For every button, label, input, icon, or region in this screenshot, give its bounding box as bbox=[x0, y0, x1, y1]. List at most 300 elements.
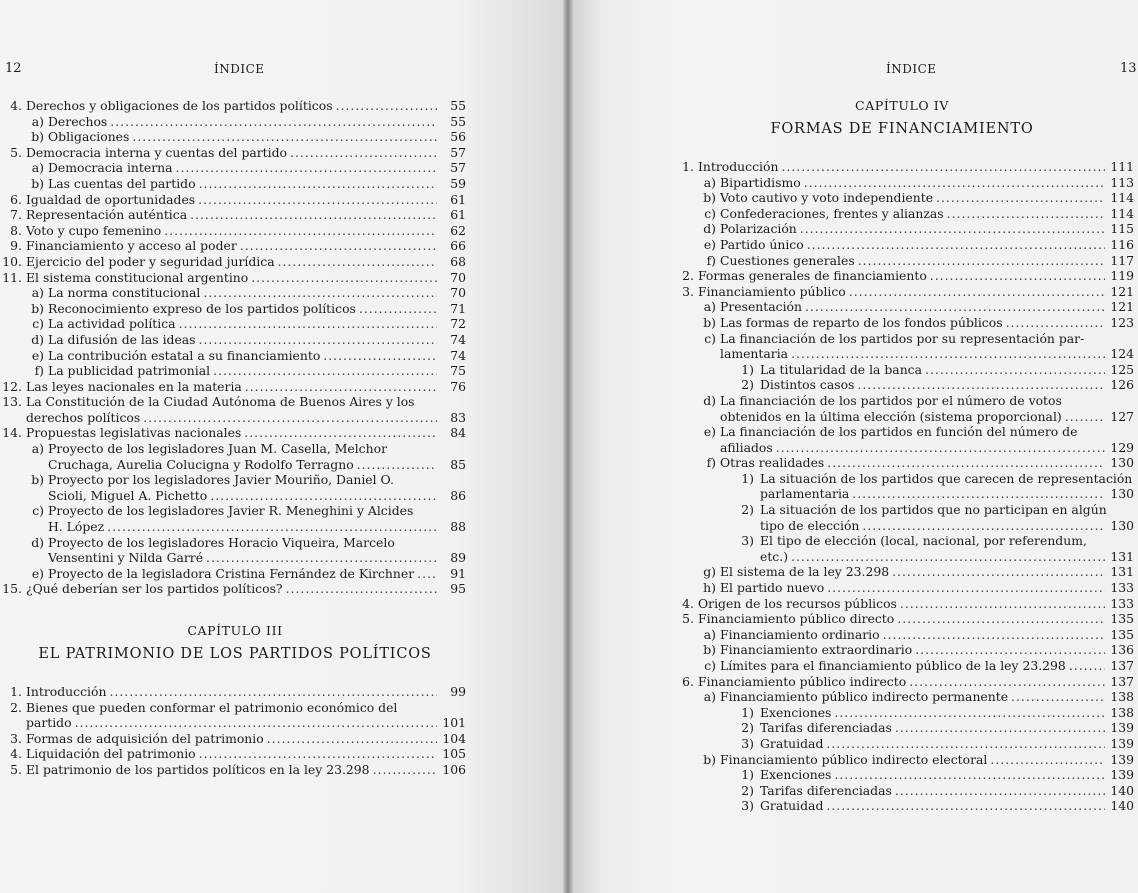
toc-entry-title: La financiación de los partidos por el número de votos bbox=[720, 392, 1062, 408]
toc-entry bbox=[0, 223, 466, 239]
toc-entry-number: b) bbox=[31, 472, 44, 488]
toc-leader-dots bbox=[143, 410, 437, 426]
toc-entry-page: 140 bbox=[1110, 782, 1134, 798]
chapter-heading-right bbox=[672, 98, 1132, 137]
toc-entry-title: Las leyes nacionales en la materia bbox=[26, 378, 242, 394]
toc-leader-dots bbox=[213, 363, 437, 379]
toc-entry-number: 2. bbox=[10, 699, 22, 715]
toc-entry-number: 5. bbox=[10, 761, 22, 777]
toc-leader-dots bbox=[858, 253, 1105, 269]
chapter-title: FORMAS DE FINANCIAMIENTO bbox=[770, 121, 1034, 137]
toc-entry bbox=[672, 720, 1134, 736]
toc-leader-dots bbox=[826, 736, 1105, 752]
toc-entry-title: Bipartidismo bbox=[720, 174, 801, 190]
toc-entry-number: 11. bbox=[2, 269, 22, 285]
toc-entry-title: etc.) bbox=[760, 548, 789, 564]
toc-entry bbox=[672, 658, 1134, 674]
toc-entry-title: La financiación de los partidos por su representación par- bbox=[720, 330, 1085, 346]
toc-entry-page: 139 bbox=[1110, 767, 1134, 783]
toc-entry-page: 106 bbox=[442, 761, 466, 777]
toc-entry-title: Financiamiento y acceso al poder bbox=[26, 238, 237, 254]
toc-leader-dots bbox=[1011, 689, 1105, 705]
toc-entry bbox=[0, 488, 466, 504]
toc-entry-page: 130 bbox=[1110, 455, 1134, 471]
toc-entry-title: Igualdad de oportunidades bbox=[26, 191, 196, 207]
toc-entry bbox=[0, 379, 466, 395]
toc-entry-title: Introducción bbox=[698, 159, 779, 174]
toc-entry-page: 114 bbox=[1110, 190, 1134, 206]
toc-entry-title: Liquidación del patrimonio bbox=[26, 746, 196, 762]
toc-entry-page: 121 bbox=[1110, 283, 1134, 299]
toc-entry bbox=[0, 503, 466, 519]
toc-leader-dots bbox=[807, 237, 1105, 253]
toc-entry-number: a) bbox=[703, 299, 716, 315]
toc-entry bbox=[672, 440, 1134, 456]
toc-leader-dots bbox=[199, 332, 437, 348]
toc-entry-page: 139 bbox=[1110, 720, 1134, 736]
toc-entry-title: La norma constitucional bbox=[48, 285, 201, 301]
toc-entry bbox=[0, 394, 466, 410]
toc-entry bbox=[672, 362, 1134, 378]
toc-entry bbox=[0, 715, 466, 731]
toc-leader-dots bbox=[883, 627, 1105, 643]
toc-entry-number: 1. bbox=[682, 159, 694, 174]
toc-leader-dots bbox=[198, 192, 437, 208]
toc-entry-title: Financiamiento público bbox=[698, 283, 846, 299]
toc-entry-number: 13. bbox=[2, 394, 22, 410]
toc-entry bbox=[672, 752, 1134, 768]
toc-leader-dots bbox=[804, 175, 1105, 191]
toc-entry-page: 139 bbox=[1110, 751, 1134, 767]
toc-entry-title: Proyecto de los legisladores Juan M. Casella, Melchor bbox=[48, 441, 387, 457]
toc-leader-dots bbox=[936, 190, 1105, 206]
toc-entry-title: H. López bbox=[48, 519, 105, 535]
toc-entry-title: El sistema de la ley 23.298 bbox=[720, 564, 890, 580]
toc-entry-number: d) bbox=[703, 392, 716, 408]
toc-entry bbox=[0, 472, 466, 488]
toc-leader-dots bbox=[791, 549, 1105, 565]
toc-entry-page: 95 bbox=[450, 581, 466, 597]
toc-entry-title: Introducción bbox=[26, 684, 107, 699]
toc-entry-number: 5. bbox=[10, 144, 22, 160]
toc-entry bbox=[672, 642, 1134, 658]
toc-leader-dots bbox=[190, 207, 437, 223]
toc-leader-dots bbox=[827, 455, 1105, 471]
toc-leader-dots bbox=[417, 566, 437, 582]
toc-entry bbox=[672, 237, 1134, 253]
toc-entry-number: a) bbox=[703, 689, 716, 705]
toc-entry bbox=[0, 98, 466, 114]
toc-list-left-top bbox=[0, 98, 466, 597]
toc-entry-number: 4. bbox=[10, 746, 22, 762]
toc-entry-title: afiliados bbox=[720, 439, 773, 455]
toc-leader-dots bbox=[164, 223, 437, 239]
toc-leader-dots bbox=[925, 362, 1105, 378]
toc-leader-dots bbox=[251, 270, 437, 286]
toc-entry bbox=[672, 331, 1134, 347]
toc-entry-title: Confederaciones, frentes y alianzas bbox=[720, 205, 944, 221]
toc-entry-number: g) bbox=[703, 564, 716, 580]
toc-leader-dots bbox=[895, 783, 1105, 799]
page-number-right: 13 bbox=[1120, 61, 1137, 76]
toc-entry-page: 61 bbox=[450, 207, 466, 223]
toc-leader-dots bbox=[336, 98, 437, 114]
toc-leader-dots bbox=[990, 752, 1105, 768]
toc-entry-title: Formas generales de financiamiento bbox=[698, 268, 927, 284]
toc-entry-page: 72 bbox=[450, 316, 466, 332]
toc-entry-page: 139 bbox=[1110, 735, 1134, 751]
toc-entry-page: 55 bbox=[450, 98, 466, 113]
toc-entry bbox=[0, 700, 466, 716]
toc-entry-title: Proyecto de la legisladora Cristina Fernández de Kirchner bbox=[48, 565, 415, 581]
toc-leader-dots bbox=[849, 284, 1105, 300]
toc-entry-number: 3) bbox=[741, 735, 754, 751]
toc-entry-number: 8. bbox=[10, 222, 22, 238]
page-number-left: 12 bbox=[5, 61, 22, 76]
toc-leader-dots bbox=[357, 457, 437, 473]
toc-entry-title: Distintos casos bbox=[760, 377, 855, 393]
toc-entry-page: 123 bbox=[1110, 314, 1134, 330]
toc-entry-page: 101 bbox=[442, 715, 466, 731]
toc-entry-number: f) bbox=[34, 363, 44, 379]
toc-entry-page: 57 bbox=[450, 160, 466, 176]
toc-entry-title: Ejercicio del poder y seguridad jurídica bbox=[26, 253, 275, 269]
toc-entry-title: Vensentini y Nilda Garré bbox=[48, 550, 204, 566]
toc-entry-title: El tipo de elección (local, nacional, por referendum, bbox=[760, 533, 1087, 549]
toc-entry-page: 115 bbox=[1110, 221, 1134, 237]
toc-entry-title: Democracia interna bbox=[48, 160, 173, 176]
toc-entry bbox=[672, 533, 1134, 549]
toc-entry-number: e) bbox=[31, 347, 44, 363]
toc-entry-title: Financiamiento público indirecto electoral bbox=[720, 751, 988, 767]
toc-leader-dots bbox=[909, 674, 1105, 690]
toc-entry-number: c) bbox=[32, 316, 44, 332]
toc-entry-number: 5. bbox=[682, 611, 694, 627]
toc-entry-number: 1) bbox=[741, 361, 754, 377]
toc-entry-title: tipo de elección bbox=[760, 517, 860, 533]
toc-entry-page: 66 bbox=[450, 238, 466, 254]
toc-entry-title: Derechos bbox=[48, 113, 108, 129]
toc-entry-title: Otras realidades bbox=[720, 455, 825, 471]
toc-entry bbox=[0, 535, 466, 551]
toc-entry bbox=[0, 192, 466, 208]
toc-entry-title: Proyecto de los legisladores Horacio Viqueira, Marcelo bbox=[48, 534, 395, 550]
toc-entry bbox=[672, 596, 1134, 612]
toc-leader-dots bbox=[781, 159, 1105, 175]
toc-entry-title: Partido único bbox=[720, 236, 804, 252]
toc-entry-number: c) bbox=[704, 658, 716, 673]
toc-leader-dots bbox=[834, 705, 1105, 721]
toc-entry-page: 114 bbox=[1110, 205, 1134, 221]
left-page bbox=[0, 0, 568, 893]
toc-entry bbox=[0, 457, 466, 473]
toc-entry-page: 138 bbox=[1110, 704, 1134, 720]
toc-leader-dots bbox=[75, 715, 437, 731]
toc-leader-dots bbox=[240, 238, 437, 254]
toc-entry-page: 83 bbox=[450, 409, 466, 425]
toc-entry-number: 2) bbox=[741, 502, 754, 518]
toc-leader-dots bbox=[862, 518, 1105, 534]
toc-entry-title: El patrimonio de los partidos políticos en la ley 23.298 bbox=[26, 761, 370, 777]
toc-entry bbox=[672, 393, 1134, 409]
toc-entry bbox=[672, 564, 1134, 580]
toc-entry bbox=[672, 798, 1134, 814]
toc-entry-title: Gratuidad bbox=[760, 798, 824, 814]
toc-entry-page: 137 bbox=[1110, 673, 1134, 689]
toc-entry bbox=[672, 424, 1134, 440]
toc-entry-page: 62 bbox=[450, 222, 466, 238]
toc-entry bbox=[672, 627, 1134, 643]
toc-entry-page: 127 bbox=[1110, 408, 1134, 424]
toc-entry-title: Bienes que pueden conformar el patrimonio económico del bbox=[26, 699, 398, 715]
toc-entry-title: Representación auténtica bbox=[26, 207, 188, 223]
toc-entry-number: 6. bbox=[682, 673, 694, 689]
toc-entry-page: 88 bbox=[450, 519, 466, 535]
toc-leader-dots bbox=[244, 425, 437, 441]
toc-entry-number: 15. bbox=[2, 581, 22, 597]
toc-entry-title: Presentación bbox=[720, 299, 802, 315]
toc-entry bbox=[0, 270, 466, 286]
toc-leader-dots bbox=[373, 762, 437, 778]
toc-entry-page: 105 bbox=[442, 746, 466, 762]
toc-entry bbox=[0, 145, 466, 161]
toc-entry-title: Voto y cupo femenino bbox=[26, 222, 162, 238]
toc-entry bbox=[672, 736, 1134, 752]
toc-entry-page: 121 bbox=[1110, 299, 1134, 315]
toc-entry-page: 85 bbox=[450, 456, 466, 472]
toc-entry-number: b) bbox=[703, 190, 716, 206]
toc-entry-page: 75 bbox=[450, 363, 466, 379]
toc-leader-dots bbox=[203, 285, 437, 301]
toc-entry-title: Cuestiones generales bbox=[720, 252, 855, 268]
toc-entry bbox=[672, 580, 1134, 596]
toc-entry-title: Exenciones bbox=[760, 767, 832, 783]
toc-entry-title: Cruchaga, Aurelia Colucigna y Rodolfo Terragno bbox=[48, 456, 354, 472]
toc-entry-title: Las cuentas del partido bbox=[48, 175, 196, 191]
toc-leader-dots bbox=[1065, 409, 1105, 425]
toc-entry-page: 91 bbox=[450, 565, 466, 581]
toc-entry-title: La situación de los partidos que carecen de representación bbox=[760, 470, 1133, 486]
toc-entry-title: Reconocimiento expreso de los partidos políticos bbox=[48, 300, 356, 316]
toc-entry-title: El partido nuevo bbox=[720, 580, 825, 596]
toc-entry bbox=[672, 268, 1134, 284]
toc-entry-number: e) bbox=[31, 565, 44, 581]
toc-entry-title: La difusión de las ideas bbox=[48, 331, 196, 347]
toc-entry-page: 57 bbox=[450, 144, 466, 160]
toc-entry bbox=[0, 160, 466, 176]
toc-entry-title: partido bbox=[26, 715, 72, 731]
toc-entry bbox=[0, 285, 466, 301]
toc-leader-dots bbox=[132, 129, 437, 145]
toc-entry bbox=[0, 425, 466, 441]
toc-leader-dots bbox=[286, 581, 437, 597]
toc-entry-number: e) bbox=[703, 424, 716, 440]
toc-entry-number: f) bbox=[706, 252, 716, 268]
toc-entry bbox=[0, 316, 466, 332]
toc-entry-number: 7. bbox=[10, 207, 22, 223]
toc-entry-title: Polarización bbox=[720, 221, 797, 237]
running-header-left: ÍNDICE bbox=[214, 62, 265, 76]
toc-entry-page: 74 bbox=[450, 331, 466, 347]
toc-entry-number: a) bbox=[703, 626, 716, 642]
toc-entry bbox=[0, 348, 466, 364]
toc-entry-title: Financiamiento público indirecto permanente bbox=[720, 689, 1009, 705]
toc-leader-dots bbox=[323, 348, 437, 364]
toc-entry-title: El sistema constitucional argentino bbox=[26, 269, 249, 285]
toc-entry-title: La situación de los partidos que no participan en algún bbox=[760, 502, 1107, 518]
toc-entry-page: 137 bbox=[1110, 658, 1134, 673]
toc-entry-number: 3. bbox=[10, 730, 22, 746]
toc-entry-number: 1. bbox=[10, 684, 22, 699]
toc-entry-title: Scioli, Miguel A. Pichetto bbox=[48, 487, 208, 503]
chapter-label: CAPÍTULO III bbox=[187, 623, 283, 638]
toc-entry-title: Las formas de reparto de los fondos públicos bbox=[720, 314, 1003, 330]
toc-leader-dots bbox=[892, 564, 1105, 580]
toc-entry bbox=[672, 689, 1134, 705]
toc-entry bbox=[0, 441, 466, 457]
toc-entry-number: a) bbox=[31, 113, 44, 129]
chapter-title: EL PATRIMONIO DE LOS PARTIDOS POLÍTICOS bbox=[38, 646, 432, 662]
toc-leader-dots bbox=[199, 176, 437, 192]
toc-entry bbox=[0, 410, 466, 426]
toc-leader-dots bbox=[826, 798, 1105, 814]
toc-leader-dots bbox=[834, 767, 1105, 783]
toc-entry-title: La contribución estatal a su financiamiento bbox=[48, 347, 321, 363]
toc-leader-dots bbox=[107, 519, 437, 535]
toc-entry-number: d) bbox=[31, 534, 44, 550]
toc-entry-page: 104 bbox=[442, 730, 466, 746]
toc-entry-page: 133 bbox=[1110, 580, 1134, 596]
toc-entry-title: Proyecto de los legisladores Javier R. Meneghini y Alcides bbox=[48, 503, 414, 519]
toc-entry-title: La titularidad de la banca bbox=[760, 361, 922, 377]
toc-leader-dots bbox=[210, 488, 437, 504]
toc-leader-dots bbox=[947, 206, 1105, 222]
toc-entry-number: 3) bbox=[741, 798, 754, 814]
toc-entry-title: La financiación de los partidos en función del número de bbox=[720, 424, 1078, 440]
toc-list-right bbox=[672, 159, 1134, 814]
toc-leader-dots bbox=[179, 316, 437, 332]
toc-leader-dots bbox=[915, 642, 1105, 658]
toc-entry-page: 111 bbox=[1110, 159, 1134, 174]
toc-entry-number: h) bbox=[703, 580, 716, 596]
toc-entry-number: a) bbox=[31, 441, 44, 457]
toc-entry-number: 3) bbox=[741, 533, 754, 549]
toc-leader-dots bbox=[176, 160, 438, 176]
toc-entry-page: 136 bbox=[1110, 642, 1134, 658]
toc-entry-number: c) bbox=[704, 205, 716, 221]
toc-entry-title: Origen de los recursos públicos bbox=[698, 595, 897, 611]
toc-entry bbox=[0, 581, 466, 597]
toc-entry-title: lamentaria bbox=[720, 346, 789, 362]
toc-entry-page: 89 bbox=[450, 550, 466, 566]
toc-entry bbox=[672, 377, 1134, 393]
toc-entry bbox=[672, 767, 1134, 783]
toc-entry-number: 2) bbox=[741, 377, 754, 393]
toc-entry-number: 10. bbox=[2, 253, 22, 269]
toc-leader-dots bbox=[109, 684, 437, 700]
toc-entry-page: 99 bbox=[450, 684, 466, 699]
toc-entry-number: a) bbox=[31, 160, 44, 176]
toc-entry-title: Financiamiento extraordinario bbox=[720, 642, 913, 658]
toc-leader-dots bbox=[800, 221, 1105, 237]
toc-entry-title: Tarifas diferenciadas bbox=[760, 782, 892, 798]
toc-entry-title: ¿Qué deberían ser los partidos políticos? bbox=[26, 581, 283, 597]
toc-entry bbox=[0, 176, 466, 192]
toc-entry-title: Derechos y obligaciones de los partidos políticos bbox=[26, 98, 333, 113]
toc-leader-dots bbox=[897, 611, 1105, 627]
toc-entry bbox=[0, 550, 466, 566]
toc-entry-number: 2. bbox=[682, 268, 694, 284]
toc-entry-title: Proyecto por los legisladores Javier Mouriño, Daniel O. bbox=[48, 472, 394, 488]
toc-entry bbox=[0, 731, 466, 747]
toc-entry-page: 55 bbox=[450, 113, 466, 129]
toc-entry-page: 70 bbox=[450, 285, 466, 301]
toc-list-left-bottom bbox=[0, 684, 466, 778]
toc-entry-page: 135 bbox=[1110, 611, 1134, 627]
chapter-label: CAPÍTULO IV bbox=[855, 98, 949, 113]
toc-entry bbox=[0, 254, 466, 270]
toc-entry-title: La actividad política bbox=[48, 316, 176, 332]
toc-leader-dots bbox=[895, 720, 1105, 736]
toc-entry-number: 1) bbox=[741, 767, 754, 783]
toc-entry bbox=[672, 221, 1134, 237]
right-page bbox=[568, 0, 1138, 893]
toc-leader-dots bbox=[290, 145, 437, 161]
toc-entry-page: 68 bbox=[450, 253, 466, 269]
toc-entry bbox=[0, 762, 466, 778]
toc-entry-page: 133 bbox=[1110, 595, 1134, 611]
toc-entry bbox=[672, 549, 1134, 565]
toc-leader-dots bbox=[359, 301, 437, 317]
toc-entry-page: 56 bbox=[450, 129, 466, 145]
toc-entry-page: 116 bbox=[1110, 236, 1134, 252]
toc-entry-page: 117 bbox=[1110, 252, 1134, 268]
toc-entry-title: La Constitución de la Ciudad Autónoma de Buenos Aires y los bbox=[26, 394, 415, 410]
toc-entry bbox=[672, 518, 1134, 534]
toc-leader-dots bbox=[1006, 315, 1105, 331]
toc-entry bbox=[672, 159, 1134, 175]
toc-entry bbox=[0, 566, 466, 582]
toc-entry-page: 74 bbox=[450, 347, 466, 363]
toc-entry-title: Formas de adquisición del patrimonio bbox=[26, 730, 264, 746]
toc-entry bbox=[672, 346, 1134, 362]
running-header-right: ÍNDICE bbox=[886, 62, 937, 76]
book-gutter bbox=[563, 0, 573, 893]
toc-leader-dots bbox=[1069, 658, 1105, 674]
toc-entry-page: 135 bbox=[1110, 626, 1134, 642]
toc-leader-dots bbox=[278, 254, 437, 270]
toc-entry-page: 70 bbox=[450, 269, 466, 285]
toc-entry-number: a) bbox=[31, 285, 44, 301]
toc-entry-page: 59 bbox=[450, 175, 466, 191]
toc-leader-dots bbox=[857, 377, 1105, 393]
toc-entry-page: 130 bbox=[1110, 486, 1134, 502]
toc-entry-title: obtenidos en la última elección (sistema proporcional) bbox=[720, 408, 1062, 424]
toc-entry-page: 84 bbox=[450, 425, 466, 441]
toc-leader-dots bbox=[206, 550, 437, 566]
toc-entry bbox=[672, 190, 1134, 206]
toc-leader-dots bbox=[852, 486, 1105, 502]
toc-entry-title: Exenciones bbox=[760, 704, 832, 720]
toc-entry-number: 2) bbox=[741, 720, 754, 736]
toc-entry-title: Financiamiento ordinario bbox=[720, 626, 880, 642]
toc-entry-title: Democracia interna y cuentas del partido bbox=[26, 144, 288, 160]
toc-entry-page: 61 bbox=[450, 191, 466, 207]
toc-entry-number: b) bbox=[31, 129, 44, 145]
toc-entry-page: 126 bbox=[1110, 377, 1134, 393]
toc-entry-number: 6. bbox=[10, 191, 22, 207]
toc-entry-number: f) bbox=[706, 455, 716, 471]
